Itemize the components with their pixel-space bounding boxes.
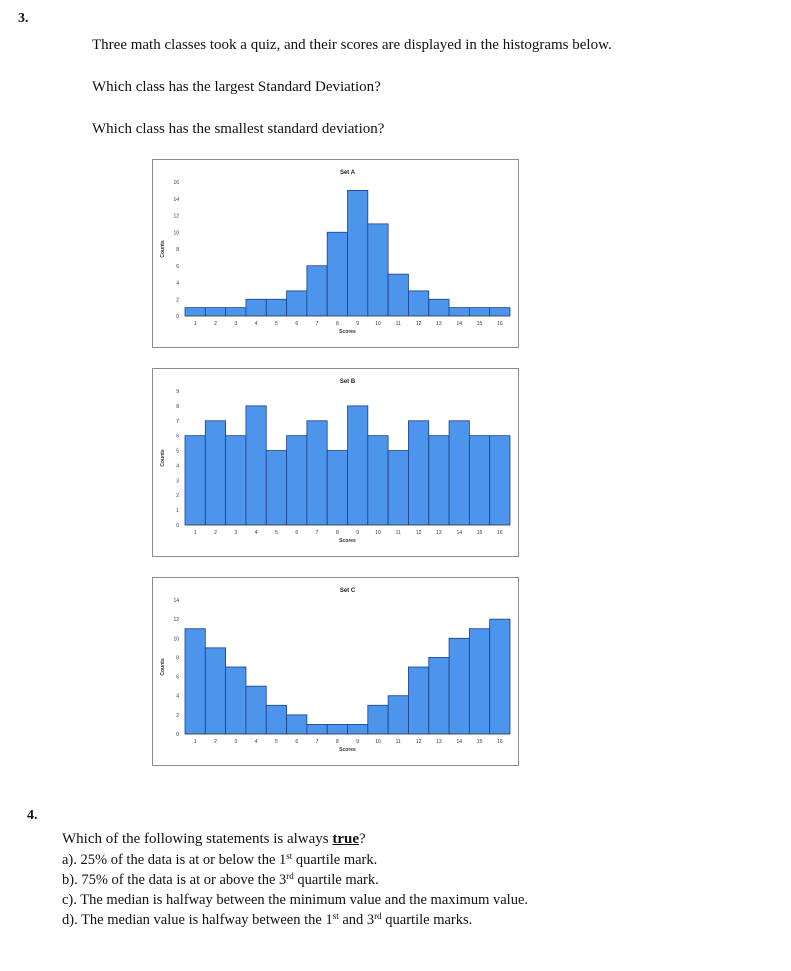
bar-1 <box>185 629 205 734</box>
x-tick-label: 13 <box>436 530 442 536</box>
x-tick-label: 13 <box>436 739 442 745</box>
x-tick-label: 11 <box>395 739 401 745</box>
bar-9 <box>348 190 368 316</box>
x-tick-label: 7 <box>315 739 319 745</box>
x-tick-label: 3 <box>234 530 238 536</box>
y-tick-label: 7 <box>176 418 179 425</box>
question-3-largest: Which class has the largest Standard Deviation? <box>92 79 381 95</box>
bar-1 <box>185 436 205 525</box>
bar-11 <box>388 274 408 316</box>
x-tick-label: 12 <box>415 739 422 745</box>
bar-9 <box>348 406 368 525</box>
option-a: a). 25% of the data is at or below the 1st quartile mark. <box>62 851 378 868</box>
x-tick-label: 4 <box>254 739 258 745</box>
x-tick-label: 2 <box>214 321 217 327</box>
y-tick-label: 0 <box>176 732 179 738</box>
bar-4 <box>246 299 266 316</box>
y-tick-label: 9 <box>176 389 179 395</box>
bar-1 <box>185 308 205 316</box>
x-tick-label: 11 <box>395 530 401 536</box>
x-tick-label: 8 <box>335 739 339 745</box>
x-tick-label: 15 <box>476 739 483 745</box>
y-tick-label: 4 <box>176 280 179 287</box>
x-tick-label: 14 <box>456 739 462 745</box>
histogram-set-c-svg <box>153 578 518 765</box>
x-tick-label: 14 <box>456 321 462 327</box>
x-tick-label: 10 <box>375 739 381 745</box>
y-tick-label: 2 <box>176 297 179 304</box>
bar-6 <box>287 291 307 316</box>
bar-8 <box>327 451 347 525</box>
x-axis-label: Scores <box>339 538 356 544</box>
bar-5 <box>266 299 286 316</box>
bar-12 <box>408 291 428 316</box>
y-tick-label: 8 <box>176 403 179 410</box>
question-4-number: 4. <box>27 808 38 823</box>
x-tick-label: 16 <box>497 321 503 327</box>
x-tick-label: 4 <box>254 321 258 327</box>
histogram-set-c <box>152 577 519 766</box>
bar-3 <box>226 436 246 525</box>
bar-6 <box>287 436 307 525</box>
x-tick-label: 1 <box>193 321 197 327</box>
y-tick-label: 2 <box>176 493 179 500</box>
question-3-intro: Three math classes took a quiz, and their scores are displayed in the histograms below. <box>92 37 612 53</box>
bar-3 <box>226 667 246 734</box>
bar-11 <box>388 696 408 734</box>
y-tick-label: 6 <box>176 433 179 440</box>
bar-14 <box>449 308 469 316</box>
x-tick-label: 15 <box>476 321 483 327</box>
y-tick-label: 12 <box>173 617 179 624</box>
y-tick-label: 3 <box>176 478 179 485</box>
question-3-smallest: Which class has the smallest standard deviation? <box>92 121 385 137</box>
bar-3 <box>226 308 246 316</box>
x-tick-label: 16 <box>497 739 503 745</box>
x-tick-label: 9 <box>356 739 360 745</box>
y-axis-label: Counts <box>160 658 166 676</box>
x-tick-label: 9 <box>356 530 360 536</box>
bar-16 <box>490 308 510 316</box>
y-tick-label: 10 <box>173 230 179 237</box>
histogram-set-a <box>152 159 519 348</box>
bar-10 <box>368 436 388 525</box>
y-tick-label: 16 <box>173 180 179 186</box>
y-tick-label: 8 <box>176 655 179 662</box>
y-tick-label: 14 <box>173 196 179 203</box>
chart-title: Set B <box>339 379 356 385</box>
x-tick-label: 7 <box>315 321 319 327</box>
bar-10 <box>368 705 388 734</box>
x-tick-label: 10 <box>375 530 381 536</box>
x-tick-label: 2 <box>214 530 217 536</box>
question-4-prompt: Which of the following statements is always true? <box>62 831 366 847</box>
bar-2 <box>205 308 225 316</box>
x-tick-label: 10 <box>375 321 381 327</box>
y-axis-label: Counts <box>160 240 166 258</box>
bar-5 <box>266 451 286 525</box>
y-tick-label: 14 <box>173 598 179 604</box>
y-tick-label: 6 <box>176 263 179 270</box>
x-tick-label: 3 <box>234 739 238 745</box>
chart-title: Set A <box>339 170 356 176</box>
bar-14 <box>449 421 469 525</box>
histogram-set-a-svg <box>153 160 518 347</box>
x-tick-label: 9 <box>356 321 360 327</box>
bar-13 <box>429 299 449 316</box>
y-tick-label: 8 <box>176 247 179 253</box>
emphasis-true: true <box>332 831 360 847</box>
bar-11 <box>388 451 408 525</box>
y-axis-label: Counts <box>160 449 166 467</box>
y-tick-label: 5 <box>176 448 179 455</box>
option-d: d). The median value is halfway between the 1st and 3rd quartile marks. <box>62 911 473 928</box>
y-tick-label: 10 <box>173 636 179 643</box>
bar-4 <box>246 406 266 525</box>
y-tick-label: 0 <box>176 314 179 320</box>
bar-15 <box>469 436 489 525</box>
bar-13 <box>429 436 449 525</box>
y-tick-label: 4 <box>176 693 179 700</box>
histogram-set-b-svg <box>153 369 518 556</box>
x-tick-label: 2 <box>214 739 217 745</box>
x-tick-label: 14 <box>456 530 462 536</box>
bar-8 <box>327 232 347 316</box>
bar-8 <box>327 724 347 734</box>
x-tick-label: 15 <box>476 530 483 536</box>
histogram-set-b <box>152 368 519 557</box>
x-axis-label: Scores <box>339 747 356 753</box>
bar-13 <box>429 657 449 734</box>
y-tick-label: 2 <box>176 712 179 719</box>
x-tick-label: 4 <box>254 530 258 536</box>
bar-15 <box>469 308 489 316</box>
question-3-number: 3. <box>18 11 29 26</box>
x-tick-label: 13 <box>436 321 442 327</box>
y-tick-label: 4 <box>176 463 179 470</box>
x-tick-label: 3 <box>234 321 238 327</box>
bar-16 <box>490 436 510 525</box>
x-tick-label: 12 <box>415 530 422 536</box>
x-tick-label: 5 <box>275 739 278 745</box>
option-b: b). 75% of the data is at or above the 3rd quartile mark. <box>62 871 379 888</box>
y-tick-label: 0 <box>176 523 179 529</box>
x-tick-label: 6 <box>295 530 299 536</box>
y-tick-label: 6 <box>176 674 179 681</box>
x-tick-label: 1 <box>193 530 197 536</box>
bar-12 <box>408 421 428 525</box>
x-tick-label: 1 <box>193 739 197 745</box>
x-tick-label: 16 <box>497 530 503 536</box>
option-c: c). The median is halfway between the minimum value and the maximum value. <box>62 892 529 908</box>
y-tick-label: 1 <box>176 508 179 515</box>
x-tick-label: 12 <box>415 321 422 327</box>
bar-7 <box>307 724 327 734</box>
bar-12 <box>408 667 428 734</box>
bar-9 <box>348 724 368 734</box>
bar-16 <box>490 619 510 734</box>
bar-6 <box>287 715 307 734</box>
x-tick-label: 6 <box>295 739 299 745</box>
x-tick-label: 5 <box>275 321 278 327</box>
x-tick-label: 5 <box>275 530 278 536</box>
x-tick-label: 6 <box>295 321 299 327</box>
bar-7 <box>307 421 327 525</box>
bar-2 <box>205 421 225 525</box>
x-tick-label: 7 <box>315 530 319 536</box>
x-tick-label: 11 <box>395 321 401 327</box>
bar-15 <box>469 629 489 734</box>
bar-7 <box>307 266 327 316</box>
bar-5 <box>266 705 286 734</box>
bar-14 <box>449 638 469 734</box>
chart-title: Set C <box>339 588 356 594</box>
y-tick-label: 12 <box>173 213 179 220</box>
bar-10 <box>368 224 388 316</box>
x-tick-label: 8 <box>335 530 339 536</box>
bar-2 <box>205 648 225 734</box>
bar-4 <box>246 686 266 734</box>
x-axis-label: Scores <box>339 329 356 335</box>
x-tick-label: 8 <box>335 321 339 327</box>
